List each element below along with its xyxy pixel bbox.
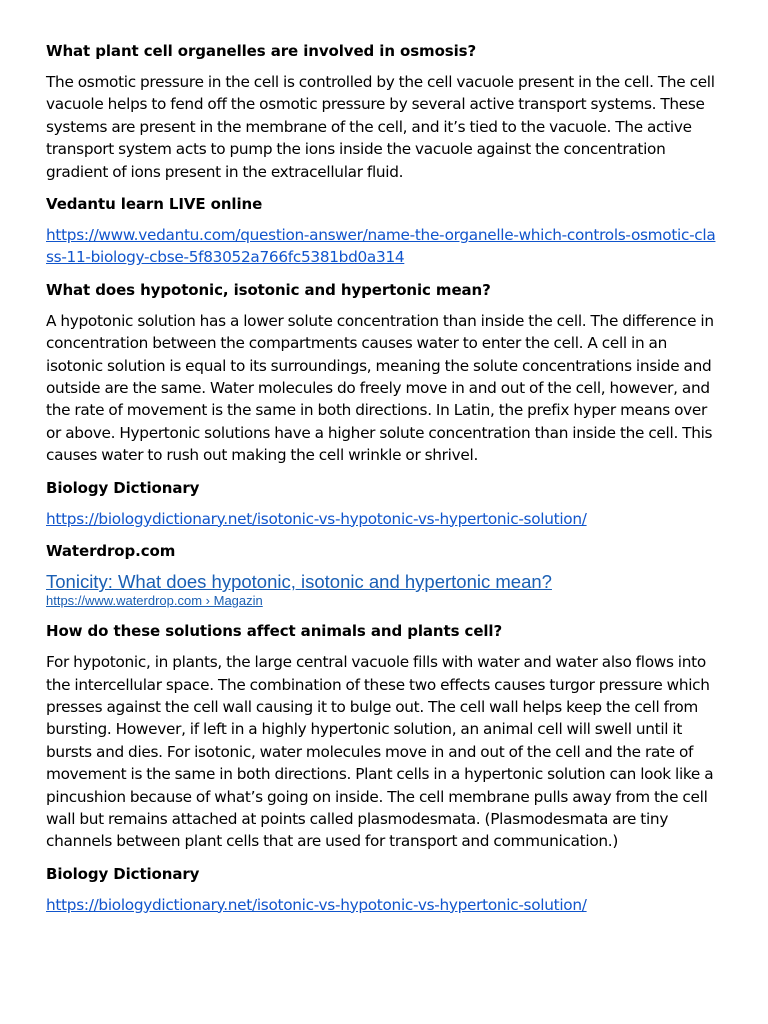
biology-dictionary-link[interactable]: https://biologydictionary.net/isotonic-vs-hypotonic-vs-hypertonic-solution/ — [46, 509, 587, 528]
waterdrop-article-link[interactable]: Tonicity: What does hypotonic, isotonic and hypertonic mean? — [46, 571, 552, 593]
answer-paragraph-effects: For hypotonic, in plants, the large central vacuole fills with water and water also flows into the intercellular space. The combination of these two effects causes turgor pressure which presses against the cell wall causing it to bulge out. The cell wall helps keep the cell from bursting. However, if left in a highly hypertonic solution, an animal cell will swell until it bursts and dies. For isotonic, water molecules move in and out of the cell and the rate of movement is the same in both directions. Plant cells in a hypertonic solution can look like a pincushion because of what’s going on inside. The cell membrane pulls away from the cell wall but remains attached at points called plasmodesmata. (Plasmodesmata are tiny channels between plant cells that are used for transport and communication.) — [46, 653, 714, 851]
waterdrop-breadcrumb-link[interactable]: https://www.waterdrop.com › Magazin — [46, 593, 263, 609]
source-label-waterdrop: Waterdrop.com — [46, 542, 176, 561]
biology-dictionary-link-2[interactable]: https://biologydictionary.net/isotonic-vs-hypotonic-vs-hypertonic-solution/ — [46, 895, 587, 914]
source-label-biology-dictionary-2: Biology Dictionary — [46, 864, 200, 883]
source-label-vedantu: Vedantu learn LIVE online — [46, 195, 263, 214]
answer-paragraph-organelles: The osmotic pressure in the cell is controlled by the cell vacuole present in the cell. The cell vacuole helps to fend off the osmotic pressure by several active transport systems. These systems are present in the membrane of the cell, and it’s tied to the vacuole. The active transport system acts to pump the ions inside the vacuole against the concentration gradient of ions present in the extracellular fluid. — [46, 73, 715, 181]
document-page — [46, 40, 722, 926]
question-heading-organelles: What plant cell organelles are involved in osmosis? — [46, 42, 477, 60]
source-label-biology-dictionary: Biology Dictionary — [46, 478, 200, 497]
vedantu-link[interactable]: https://www.vedantu.com/question-answer/name-the-organelle-which-controls-osmotic-class-11-biology-cbse-5f83052a766fc5381bd0a314 — [46, 226, 716, 267]
answer-paragraph-tonicity: A hypotonic solution has a lower solute concentration than inside the cell. The difference in concentration between the compartments causes water to enter the cell. A cell in an isotonic solution is equal to its surroundings, meaning the solute concentrations inside and outside are the same. Water molecules do freely move in and out of the cell, however, and the rate of movement is the same in both directions. In Latin, the prefix hyper means over or above. Hypertonic solutions have a higher solute concentration than inside the cell. This causes water to rush out making the cell wrinkle or shrivel. — [46, 311, 714, 465]
question-heading-tonicity: What does hypotonic, isotonic and hypertonic mean? — [46, 280, 491, 299]
question-heading-effects: How do these solutions affect animals and plants cell? — [46, 622, 503, 641]
